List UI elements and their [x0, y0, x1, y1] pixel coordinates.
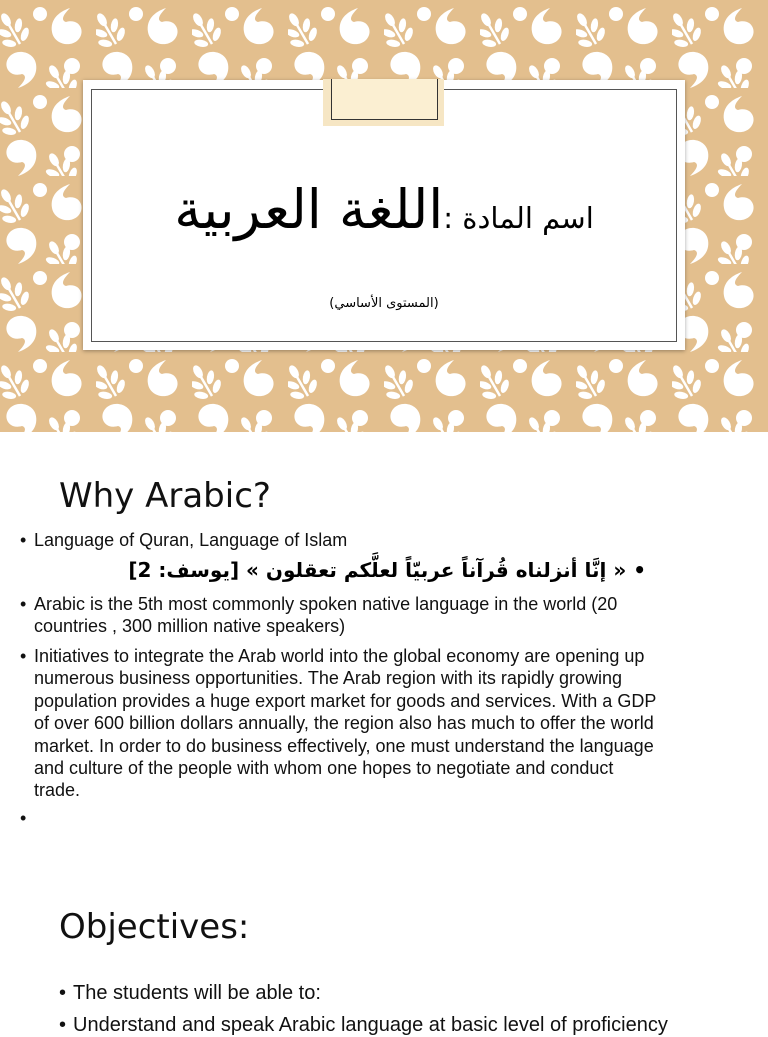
decorative-tab-inner [331, 79, 438, 120]
slide-title [91, 178, 677, 241]
quran-verse: • « إنَّا أنزلناه قُرآناً عربيّاً لعلَّكم تعقلون » [يوسف: 2] [128, 558, 646, 582]
bullet-icon: • [59, 982, 67, 1004]
bullet-item [20, 529, 347, 552]
bullet-text: Understand and speak Arabic language at basic level of proficiency [73, 1014, 668, 1036]
bullet-icon: • [20, 594, 27, 614]
title-label: اسم المادة : [443, 201, 594, 235]
bullet-icon: • [59, 1014, 67, 1036]
bullet-item [59, 982, 321, 1005]
objectives-slide [0, 862, 768, 1036]
slide-subtitle: (المستوى الأساسي) [329, 296, 439, 311]
bullet-icon: • [20, 530, 27, 550]
slide-heading: Objectives: [59, 907, 250, 947]
slide-heading: Why Arabic? [59, 476, 271, 516]
bullet-item [20, 593, 660, 638]
title-subject: اللغة العربية [174, 178, 444, 241]
bullet-text: Arabic is the 5th most commonly spoken native language in the world (20 countries , 300 million native speakers) [34, 594, 618, 637]
title-slide [0, 0, 768, 432]
bullet-text: Language of Quran, Language of Islam [34, 530, 348, 550]
bullet-icon: • [20, 646, 27, 666]
empty-bullet-item [20, 807, 34, 830]
bullet-item [59, 1014, 668, 1037]
bullet-item [20, 645, 660, 802]
bullet-icon: • [20, 808, 27, 828]
bullet-text: Initiatives to integrate the Arab world into the global economy are opening up numerous business opportunities. The Arab region with its rapidly growing population provides a huge export market for goods and services. With a GDP of over 600 billion dollars annually, the region also has much to offer the world market. In order to do business effectively, one must understand the language and culture of the people with whom one hopes to negotiate and conduct trade. [34, 646, 657, 801]
bullet-text: The students will be able to: [73, 982, 321, 1004]
why-arabic-slide [0, 432, 768, 862]
